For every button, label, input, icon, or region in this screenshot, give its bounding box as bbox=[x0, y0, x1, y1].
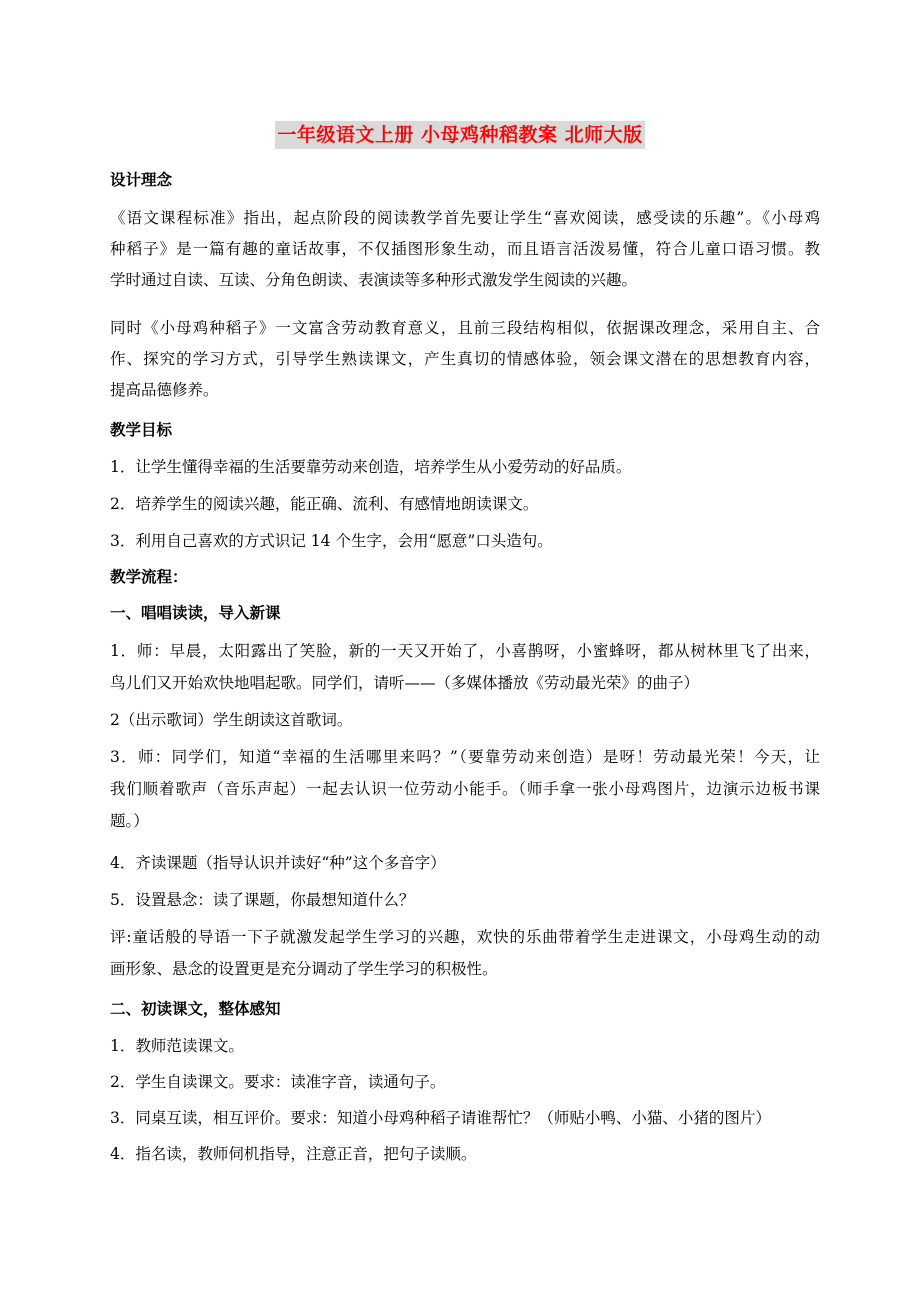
list-item: 2．学生自读课文。要求：读准字音，读通句子。 bbox=[110, 1073, 446, 1091]
paragraph-line: 学时通过自读、互读、分角色朗读、表演读等多种形式激发学生阅读的兴趣。 bbox=[110, 271, 638, 289]
list-item: 2．培养学生的阅读兴趣，能正确、流利、有感情地朗读课文。 bbox=[110, 495, 539, 513]
list-item: 5．设置悬念：读了课题，你最想知道什么？ bbox=[110, 891, 415, 909]
section-heading-part2: 二、初读课文，整体感知 bbox=[110, 1000, 281, 1018]
paragraph-line: 作、探究的学习方式，引导学生熟读课文，产生真切的情感体验，领会课文潜在的思想教育内容， bbox=[110, 350, 820, 368]
paragraph-line: 种稻子》是一篇有趣的童话故事，不仅插图形象生动，而且语言活泼易懂，符合儿童口语习惯。教 bbox=[110, 240, 820, 258]
paragraph-line: 提高品德修养。 bbox=[110, 381, 219, 399]
section-heading-part1: 一、唱唱读读，导入新课 bbox=[110, 604, 281, 622]
list-item: 1．让学生懂得幸福的生活要靠劳动来创造，培养学生从小爱劳动的好品质。 bbox=[110, 458, 632, 476]
list-item: 3．利用自己喜欢的方式识记 14 个生字，会用“愿意”口头造句。 bbox=[110, 532, 553, 550]
paragraph-line: 《语文课程标准》指出，起点阶段的阅读教学首先要让学生“喜欢阅读，感受读的乐趣”。《小母鸡 bbox=[110, 209, 820, 227]
comment-line: 画形象、悬念的设置更是充分调动了学生学习的积极性。 bbox=[110, 960, 498, 978]
section-heading-design: 设计理念 bbox=[110, 171, 173, 189]
paragraph-line: 1．师：早晨，太阳露出了笑脸，新的一天又开始了，小喜鹊呀，小蜜蜂呀，都从树林里飞了出来， bbox=[110, 642, 820, 660]
paragraph-line: 同时《小母鸡种稻子》一文富含劳动教育意义，且前三段结构相似，依据课改理念，采用自主、合 bbox=[110, 319, 820, 337]
paragraph-line: 我们顺着歌声（音乐声起）一起去认识一位劳动小能手。（师手拿一张小母鸡图片，边演示边板书课 bbox=[110, 780, 820, 798]
list-item: 3．同桌互读，相互评价。要求：知道小母鸡种稻子请谁帮忙？（师贴小鸭、小猫、小猪的图片） bbox=[110, 1109, 771, 1127]
section-heading-goals: 教学目标 bbox=[110, 421, 173, 439]
paragraph-line: 3．师：同学们，知道“幸福的生活哪里来吗？”（要靠劳动来创造）是呀！劳动最光荣！今天，让 bbox=[110, 748, 820, 766]
list-item: 4．指名读，教师伺机指导，注意正音，把句子读顺。 bbox=[110, 1145, 477, 1163]
paragraph-line: 2（出示歌词）学生朗读这首歌词。 bbox=[110, 711, 353, 729]
section-heading-flow: 教学流程： bbox=[110, 568, 188, 586]
paragraph-line: 题。） bbox=[110, 812, 149, 830]
comment-line: 评:童话般的导语一下子就激发起学生学习的兴趣，欢快的乐曲带着学生走进课文，小母鸡生动的动 bbox=[110, 928, 820, 946]
title-container bbox=[0, 121, 920, 149]
page-title: 一年级语文上册 小母鸡种稻教案 北师大版 bbox=[275, 121, 644, 149]
list-item: 1．教师范读课文。 bbox=[110, 1037, 244, 1055]
paragraph-line: 鸟儿们又开始欢快地唱起歌。同学们，请听——（多媒体播放《劳动最光荣》的曲子） bbox=[110, 674, 700, 692]
list-item: 4．齐读课题（指导认识并读好“种”这个多音字） bbox=[110, 854, 446, 872]
